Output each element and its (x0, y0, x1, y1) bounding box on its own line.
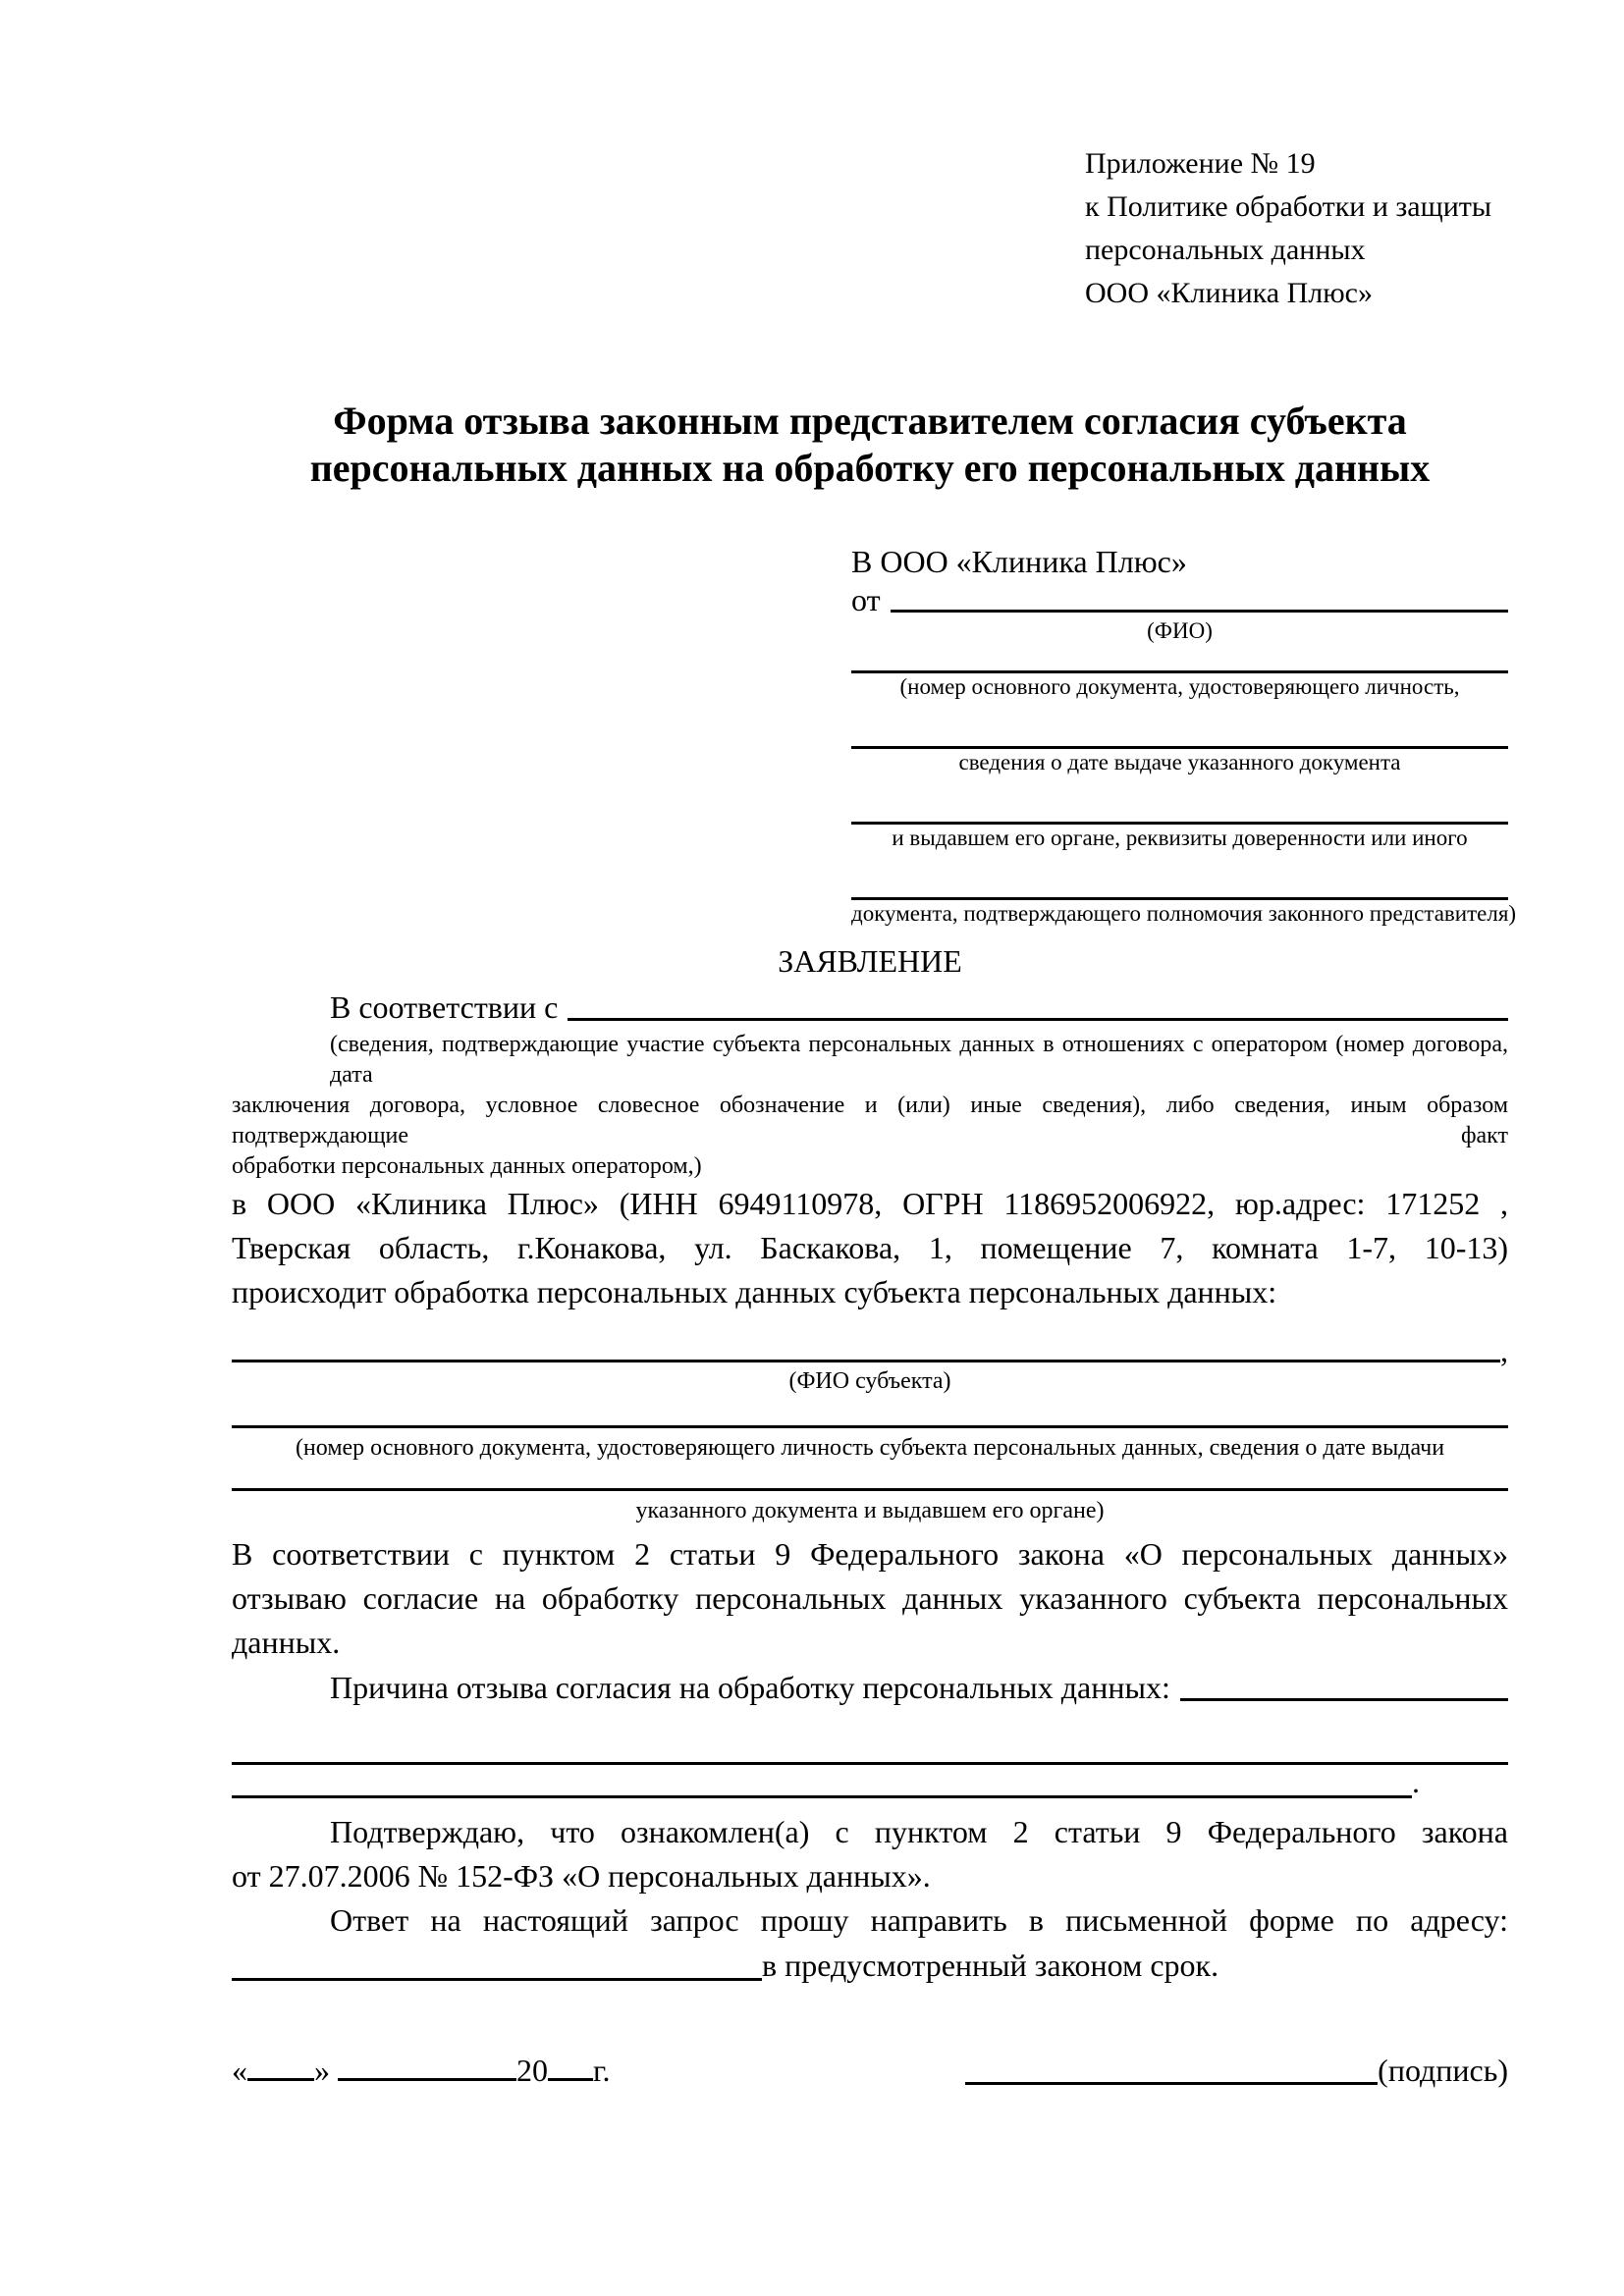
response-address-row (232, 1945, 1508, 1986)
signature-field-line[interactable] (965, 2081, 1378, 2085)
reason-continuation-line[interactable] (232, 1765, 1412, 1798)
reason-field-line[interactable] (1180, 1697, 1508, 1701)
appendix-line: ООО «Клиника Плюс» (1085, 277, 1373, 309)
field-caption: документа, подтверждающего полномочия законного представителя) (851, 901, 1517, 926)
day-field-line[interactable] (247, 2053, 314, 2081)
reason-label: Причина отзыва согласия на обработку персональных данных: (330, 1670, 1170, 1705)
response-paragraph-line: Ответ на настоящий запрос прошу направить в письменной форме по адресу: (330, 1902, 1508, 1938)
small-print-note (232, 1030, 1508, 1182)
trailing-period: . (1412, 1764, 1420, 1799)
fio-caption: (ФИО) (1147, 618, 1213, 643)
fio-field-line[interactable] (891, 609, 1508, 613)
footer-row (232, 2051, 1508, 2090)
small-print-line: обработки персональных данных оператором,) (232, 1153, 702, 1179)
subject-fio-row (232, 1334, 1508, 1367)
field-group (851, 852, 1517, 928)
confirm-paragraph-line: Подтверждаю, что ознакомлен(а) с пунктом 2 статьи 9 Федерального закона (330, 1814, 1508, 1849)
appendix-block (1085, 142, 1508, 315)
small-print-line: заключения договора, условное словесное обозначение и (или) иные сведения), либо сведения, иным образом подтверждающие факт (232, 1093, 1508, 1148)
from-row (851, 582, 1508, 617)
subject-doc-caption: (номер основного документа, удостоверяющего личность субъекта персональных данных, сведения о дате выдачи (295, 1435, 1445, 1461)
subject-fio-field-line[interactable] (232, 1359, 1500, 1362)
year-suffix: г. (593, 2053, 611, 2088)
addressee-block (851, 541, 1517, 928)
field-group (851, 776, 1508, 852)
accordance-label: В соответствии с (330, 989, 559, 1025)
signature-caption: (подпись) (1378, 2053, 1508, 2088)
from-label: от (851, 582, 881, 617)
subject-fio-caption: (ФИО субъекта) (788, 1368, 951, 1394)
small-print-line: (сведения, подтверждающие участие субъекта персональных данных в отношениях с оператором (номер договора, дата (330, 1032, 1508, 1088)
appendix-line: Приложение № 19 (1085, 147, 1316, 180)
response-tail: в предусмотренный законом срок. (762, 1948, 1219, 1983)
subject-doc-field-line[interactable] (232, 1424, 1508, 1428)
doc-issuer-field-line[interactable] (851, 776, 1508, 825)
operator-paragraph-line: происходит обработка персональных данных субъекта персональных данных: (232, 1274, 1277, 1309)
statement-heading: ЗАЯВЛЕНИЕ (778, 943, 962, 979)
confirm-paragraph-line: от 27.07.2006 № 152-ФЗ «О персональных данных». (232, 1858, 931, 1894)
quote-open: « (232, 2053, 247, 2088)
date-group (232, 2051, 611, 2090)
field-group (851, 701, 1508, 776)
appendix-line: персональных данных (1085, 234, 1366, 266)
confirm-paragraph (232, 1810, 1508, 1898)
reason-continuation-row (232, 1765, 1508, 1798)
year-prefix: 20 (516, 2053, 548, 2088)
trailing-comma: , (1500, 1333, 1508, 1368)
operator-paragraph (232, 1182, 1508, 1314)
reason-row (232, 1669, 1508, 1706)
year-field-line[interactable] (548, 2053, 593, 2081)
field-group (851, 657, 1508, 701)
field-caption: сведения о дате выдаче указанного документа (958, 750, 1401, 774)
withdrawal-paragraph (232, 1532, 1508, 1665)
appendix-line: к Политике обработки и защиты (1085, 190, 1492, 223)
operator-paragraph-line: Тверская область, г.Конакова, ул. Баскакова, 1, помещение 7, комната 1-7, 10-13) (232, 1230, 1508, 1265)
response-address-field-line[interactable] (232, 1977, 762, 1981)
response-paragraph (232, 1898, 1508, 1943)
accordance-field-line[interactable] (568, 1017, 1508, 1021)
withdrawal-paragraph-line: отзываю согласие на обработку персональных данных указанного субъекта персональных (232, 1580, 1508, 1616)
accordance-row (232, 988, 1508, 1026)
withdrawal-paragraph-line: В соответствии с пунктом 2 статьи 9 Федерального закона «О персональных данных» (232, 1536, 1508, 1572)
quote-close: » (314, 2053, 330, 2088)
page-title: Форма отзыва законным представителем согласия субъекта персональных данных на обработку его персональных данных (309, 399, 1431, 490)
subject-doc-issuer-field-line[interactable] (232, 1487, 1508, 1491)
month-field-line[interactable] (338, 2053, 516, 2081)
withdrawal-paragraph-line: данных. (232, 1625, 341, 1660)
field-caption: (номер основного документа, удостоверяющего личность, (899, 674, 1460, 699)
field-caption: и выдавшем его органе, реквизиты доверенности или иного (892, 826, 1468, 850)
addressee-to: В ООО «Клиника Плюс» (851, 544, 1187, 579)
authority-doc-field-line[interactable] (851, 852, 1508, 900)
operator-paragraph-line: в ООО «Клиника Плюс» (ИНН 6949110978, ОГРН 1186952006922, юр.адрес: 171252 , (232, 1186, 1508, 1221)
signature-group (965, 2051, 1508, 2090)
doc-issue-date-field-line[interactable] (851, 701, 1508, 749)
doc-number-field-line[interactable] (851, 657, 1508, 673)
subject-doc-caption: указанного документа и выдавшем его органе) (635, 1498, 1105, 1523)
